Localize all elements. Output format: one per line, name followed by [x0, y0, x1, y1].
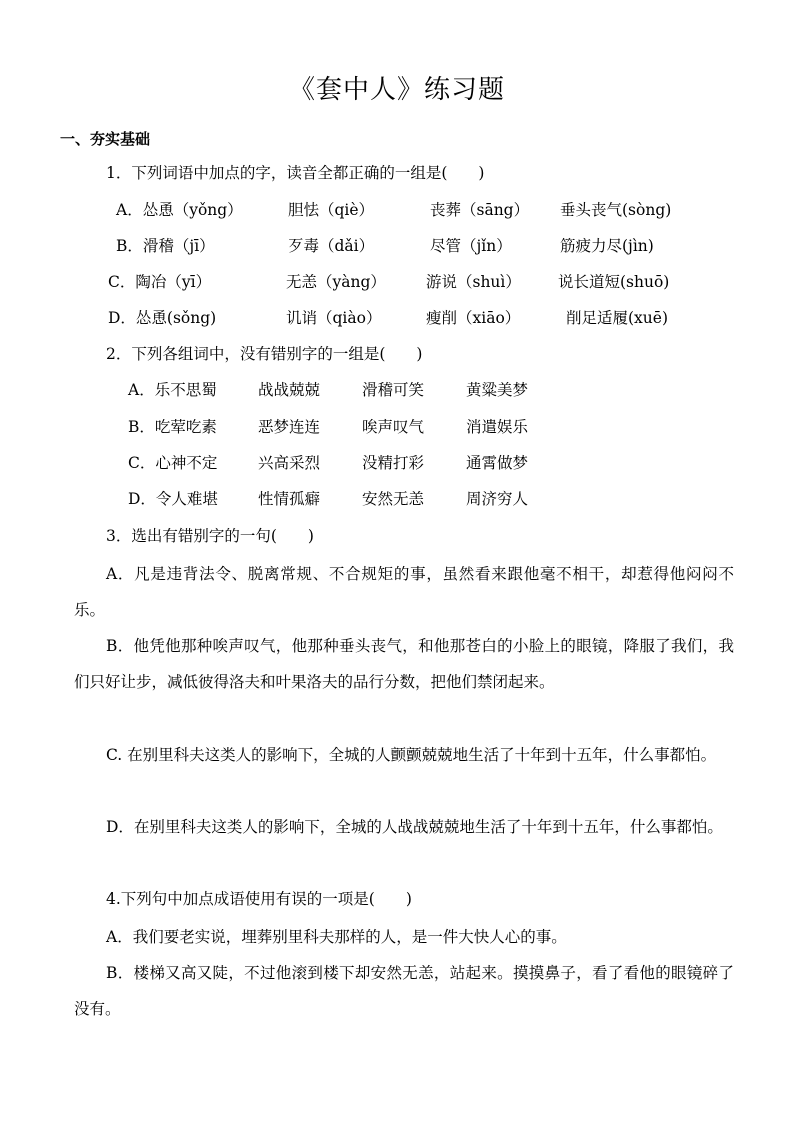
option-item: 安然无恙	[362, 490, 425, 508]
section-heading: 一、夯实基础	[60, 130, 151, 148]
question-3-option-b: B．他凭他那种唉声叹气，他那种垂头丧气，和他那苍白的小脸上的眼镜，降服了我们，我们只好让步，减低彼得洛夫和叶果洛夫的品行分数，把他们禁闭起来。	[74, 637, 734, 691]
option-item: 胆怯（qiè）	[288, 201, 375, 219]
option-item: 周济穷人	[466, 490, 529, 508]
question-3-option-a: A．凡是违背法令、脱离常规、不合规矩的事，虽然看来跟他毫不相干，却惹得他闷闷不乐。	[74, 565, 734, 619]
option-item: B．吃荤吃素	[128, 418, 217, 436]
question-2-stem: 2．下列各组词中，没有错别字的一组是( )	[106, 345, 423, 363]
question-2-option-b	[128, 416, 528, 438]
question-4-option-a: A．我们要老实说，埋葬别里科夫那样的人，是一件大快人心的事。	[106, 928, 567, 946]
option-item: 削足适履(xuē)	[566, 309, 668, 327]
option-item: 恶梦连连	[258, 418, 321, 436]
question-3-option-c: C. 在别里科夫这类人的影响下，全城的人颤颤兢兢地生活了十年到十五年，什么事都怕。	[106, 746, 717, 764]
question-1-option-b	[116, 235, 654, 257]
option-item: D．怂恿(sǒng)	[108, 309, 217, 327]
question-4-option-b: B．楼梯又高又陡，不过他滚到楼下却安然无恙，站起来。摸摸鼻子，看了看他的眼镜碎了没有。	[74, 964, 734, 1018]
option-item: 滑稽可笑	[362, 381, 425, 399]
question-2-option-d	[128, 488, 528, 510]
option-item: 尽管（jǐn）	[430, 237, 512, 255]
question-1-option-c	[108, 271, 669, 293]
option-item: 垂头丧气(sòng)	[560, 201, 672, 219]
question-3-stem: 3．选出有错别字的一句( )	[106, 527, 314, 545]
option-item: 消遣娱乐	[466, 418, 529, 436]
option-item: D．令人难堪	[128, 490, 218, 508]
question-1-option-d	[108, 307, 668, 329]
question-2-option-a	[128, 379, 528, 401]
option-item: A．怂恿（yǒng）	[116, 201, 243, 219]
option-item: 无恙（yàng）	[286, 273, 386, 291]
option-item: 黄粱美梦	[466, 381, 529, 399]
option-item: A．乐不思蜀	[128, 381, 217, 399]
option-item: 丧葬（sāng）	[430, 201, 530, 219]
question-4-stem: 4.下列句中加点成语使用有误的一项是( )	[106, 890, 412, 908]
option-item: C．心神不定	[128, 454, 218, 472]
option-item: 歹毒（dǎi）	[288, 237, 375, 255]
question-1-option-a	[116, 199, 671, 221]
option-item: 瘦削（xiāo）	[426, 309, 521, 327]
option-item: 说长道短(shuō)	[558, 273, 670, 291]
question-1-stem: 1．下列词语中加点的字，读音全都正确的一组是( )	[106, 164, 485, 182]
option-item: C．陶冶（yī）	[108, 273, 212, 291]
option-item: 唉声叹气	[362, 418, 425, 436]
option-item: 讥诮（qiào）	[286, 309, 382, 327]
page-title: 《套中人》练习题	[288, 75, 505, 105]
option-item: 通霄做梦	[466, 454, 529, 472]
option-item: B．滑稽（jī）	[116, 237, 215, 255]
question-3-option-d: D．在别里科夫这类人的影响下，全城的人战战兢兢地生活了十年到十五年，什么事都怕。	[106, 818, 723, 836]
option-item: 没精打彩	[362, 454, 425, 472]
question-2-option-c	[128, 452, 528, 474]
option-item: 兴高采烈	[258, 454, 321, 472]
option-item: 性情孤癖	[258, 490, 321, 508]
option-item: 战战兢兢	[258, 381, 321, 399]
option-item: 游说（shuì）	[426, 273, 521, 291]
option-item: 筋疲力尽(jìn)	[560, 237, 654, 255]
